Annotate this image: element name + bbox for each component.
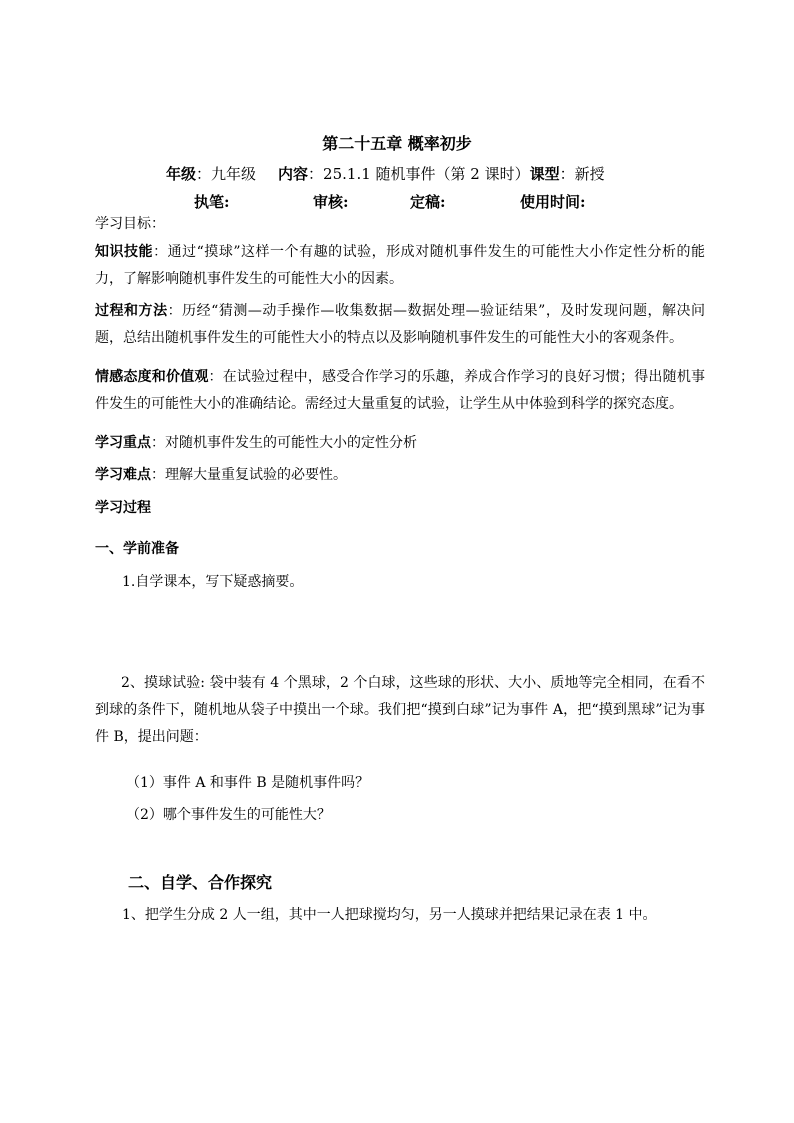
question-2: （2）哪个事件发生的可能性大？ <box>126 807 331 823</box>
section2-item1: 1、把学生分成 2 人一组，其中一人把球搅均匀，另一人摸球并把结果记录在表 1 中。 <box>122 907 657 923</box>
content-value: ：25.1.1 随机事件（第 2 课时） <box>308 165 530 183</box>
page-title: 第二十五章 概率初步 <box>322 134 472 153</box>
type-value: ：新授 <box>559 165 605 183</box>
section2-heading: 二、自学、合作探究 <box>128 873 273 892</box>
reviewer-label: 审核: <box>313 193 349 211</box>
section1-item1: 1.自学课本，写下疑惑摘要。 <box>122 574 304 590</box>
use-time-label: 使用时间: <box>520 193 586 211</box>
difficulty-label: 学习难点 <box>95 467 151 483</box>
objective-knowledge <box>95 239 705 293</box>
finalizer-label: 定稿: <box>410 193 446 211</box>
grade-value: ：九年级 <box>196 165 257 183</box>
grade-label: 年级 <box>166 165 197 183</box>
section1-heading <box>95 536 705 563</box>
objective-process <box>95 298 705 352</box>
key-point <box>95 430 705 457</box>
type-label: 课型 <box>529 165 560 183</box>
emotion-text: ：在试验过程中，感受合作学习的乐趣，养成合作学习的良好习惯；得出随机事件发生的可能性大小的准确结论。需经过大量重复的试验，让学生从中体验到科学的探究态度。 <box>95 369 706 412</box>
objectives-heading: 学习目标： <box>95 216 165 232</box>
question-1: （1）事件 A 和事件 B 是随机事件吗？ <box>126 775 370 791</box>
writer-label: 执笔: <box>194 193 230 211</box>
key-point-label: 学习重点 <box>95 435 151 451</box>
difficulty-text: ：理解大量重复试验的必要性。 <box>151 467 347 483</box>
knowledge-label: 知识技能 <box>95 244 154 260</box>
key-point-text: ：对随机事件发生的可能性大小的定性分析 <box>151 435 417 451</box>
difficulty <box>95 462 705 489</box>
lesson-meta <box>166 163 605 184</box>
section1-heading-text: 一、学前准备 <box>95 541 179 557</box>
content-label: 内容 <box>278 165 309 183</box>
process-heading-text: 学习过程 <box>95 500 151 516</box>
emotion-label: 情感态度和价值观 <box>95 369 209 385</box>
process-text: ：历经“猜测—动手操作—收集数据—数据处理—验证结果”，及时发现问题，解决问题，总结出随机事件发生的可能性大小的特点以及影响随机事件发生的可能性大小的客观条件。 <box>95 303 706 346</box>
objective-emotion <box>95 364 705 418</box>
section1-item2: 2、摸球试验: 袋中装有 4 个黑球，2 个白球，这些球的形状、大小、质地等完全相同，在看不到球的条件下，随机地从袋子中摸出一个球。我们把“摸到白球”记为事件 A，把“摸到黑球”记为事件 B，提出问题： <box>95 675 705 745</box>
process-label: 过程和方法 <box>95 303 168 319</box>
process-heading <box>95 495 705 522</box>
knowledge-text: ：通过“摸球”这样一个有趣的试验，形成对随机事件发生的可能性大小作定性分析的能力，了解影响随机事件发生的可能性大小的因素。 <box>95 244 706 287</box>
